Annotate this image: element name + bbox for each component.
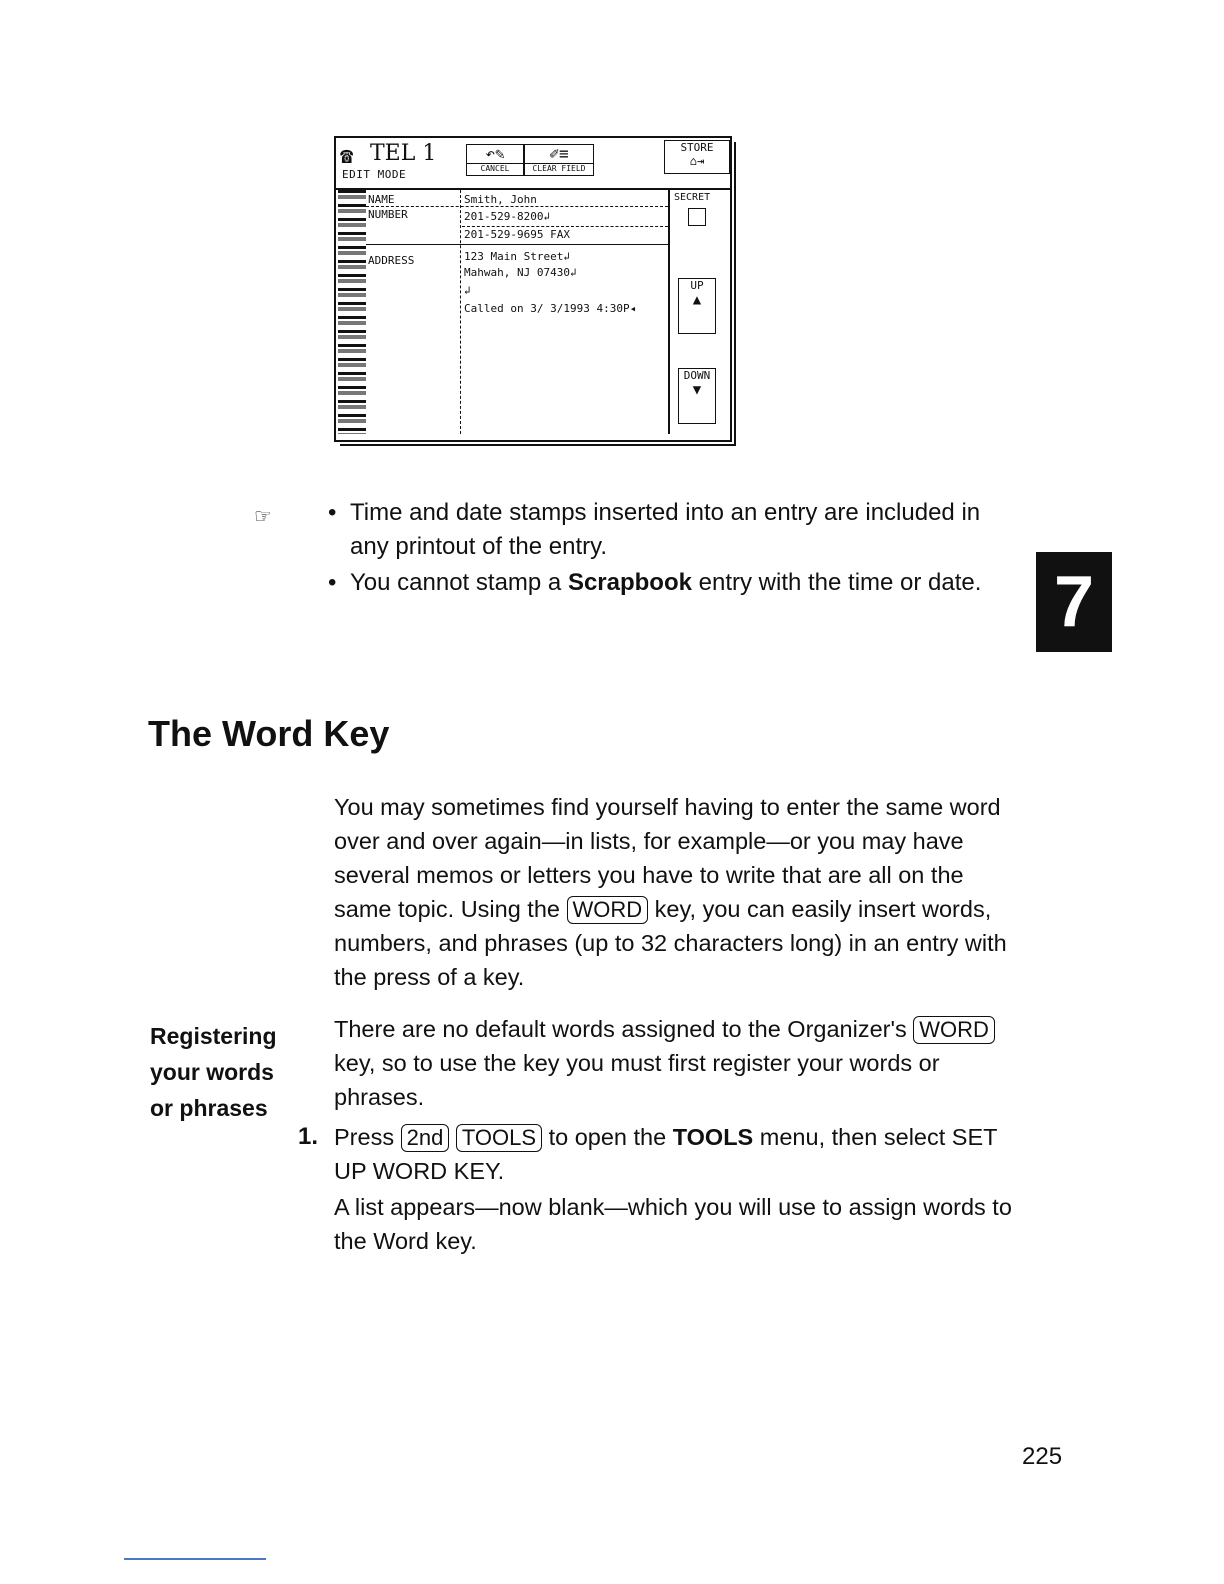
- note-bullet-2: • You cannot stamp a Scrapbook entry with the time or date.: [328, 566, 1008, 600]
- up-button[interactable]: UP ▲: [678, 278, 716, 334]
- pointing-hand-note-icon: ☞: [254, 506, 272, 528]
- screen-title: TEL 1: [370, 141, 437, 166]
- cancel-icon: ↶✎: [485, 144, 505, 163]
- notebook-spiral-binding: [338, 190, 366, 434]
- intro-paragraph: You may sometimes find yourself having to enter the same word over and over again—in lists, for example—or you may have several memos or letters you have to write that are all on the same topic. Using the WORD key, you can easily insert words, numbers, and phrases (up to 32 characters long) in an entry with the press of a key.: [334, 794, 1007, 990]
- name-field-label: NAME: [368, 193, 395, 206]
- cancel-button[interactable]: ↶✎ CANCEL: [466, 144, 524, 176]
- step-number: 1.: [298, 1123, 319, 1150]
- address-field-label: ADDRESS: [368, 254, 415, 267]
- edit-mode-label: EDIT MODE: [342, 168, 407, 181]
- number-field-value-line-1[interactable]: 201-529-8200↲: [464, 210, 551, 223]
- secret-checkbox[interactable]: [688, 208, 706, 226]
- name-field-value[interactable]: Smith, John: [464, 193, 537, 206]
- note-bullet-1: • Time and date stamps inserted into an entry are included in any printout of the entry.: [328, 496, 1008, 564]
- number-field-label: NUMBER: [368, 208, 408, 221]
- arrow-down-icon: ▼: [692, 382, 702, 398]
- field-column-divider: [460, 190, 461, 434]
- 2nd-key: 2nd: [401, 1124, 450, 1152]
- clear-field-button[interactable]: ✐≡ CLEAR FIELD: [524, 144, 594, 176]
- screen-right-panel: [668, 190, 730, 434]
- address-field-value-line-1[interactable]: 123 Main Street↲: [464, 250, 570, 263]
- field-separator: [366, 206, 668, 207]
- word-key: WORD: [567, 896, 649, 924]
- screen-shadow-right: [730, 142, 736, 444]
- store-icon: ⌂⇥: [689, 154, 705, 168]
- screen-shadow-bottom: [340, 440, 736, 446]
- bullet-dot: •: [328, 499, 337, 526]
- register-paragraph: There are no default words assigned to the Organizer's WORD key, so to use the key you must first register your words or phrases.: [334, 1012, 1024, 1114]
- bullet-dot: •: [328, 569, 337, 596]
- address-field-value-line-2[interactable]: Mahwah, NJ 07430↲: [464, 266, 577, 279]
- word-key: WORD: [913, 1016, 995, 1044]
- clear-field-icon: ✐≡: [549, 144, 569, 163]
- store-button[interactable]: STORE ⌂⇥: [664, 140, 730, 174]
- down-button[interactable]: DOWN ▼: [678, 368, 716, 424]
- page-number: 225: [1022, 1443, 1063, 1470]
- side-heading: Registering your words or phrases: [150, 1023, 277, 1121]
- arrow-up-icon: ▲: [692, 292, 702, 308]
- step-1-instruction: Press 2nd TOOLS to open the TOOLS menu, then select SET UP WORD KEY.: [334, 1124, 998, 1184]
- screen-title-bar: [336, 138, 730, 190]
- address-field-value-line-4[interactable]: Called on 3/ 3/1993 4:30P◂: [464, 302, 637, 315]
- footer-rule: [124, 1558, 266, 1560]
- field-separator: [462, 226, 668, 227]
- secret-label: SECRET: [674, 192, 711, 203]
- field-separator: [366, 244, 668, 245]
- number-field-value-line-2[interactable]: 201-529-9695 FAX: [464, 228, 570, 241]
- tools-key: TOOLS: [456, 1124, 542, 1152]
- section-heading: The Word Key: [148, 713, 390, 754]
- telephone-icon: ☎: [340, 144, 354, 169]
- device-screen-figure: [334, 136, 732, 442]
- chapter-tab: 7: [1036, 552, 1112, 652]
- address-field-value-line-3[interactable]: ↲: [464, 284, 471, 297]
- step-1-result: A list appears—now blank—which you will use to assign words to the Word key.: [334, 1194, 1012, 1254]
